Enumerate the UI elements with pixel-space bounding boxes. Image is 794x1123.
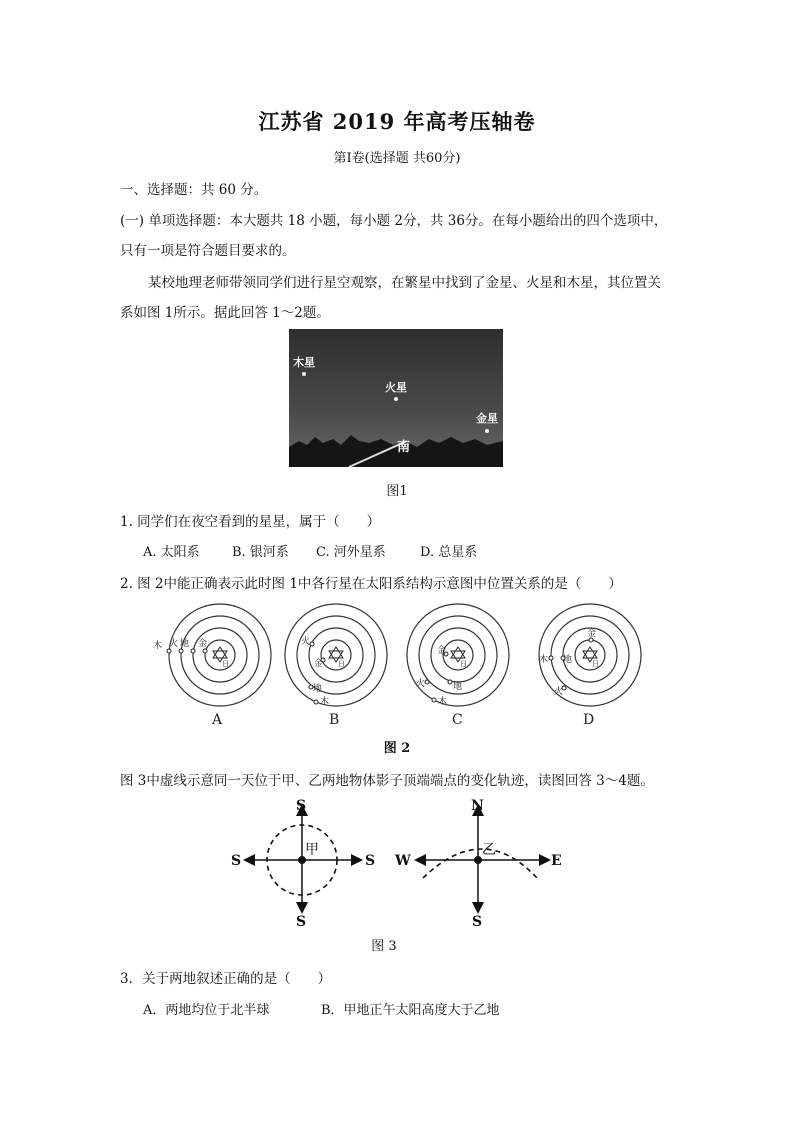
svg-text:木: 木 (320, 697, 330, 707)
mars-dot (394, 397, 398, 401)
figure2-caption: 图 2 (383, 741, 411, 756)
q1-option-d: D. 总星系 (420, 545, 478, 560)
q3-option-b: B．甲地正午太阳高度大于乙地 (321, 1003, 500, 1018)
intro2-line1: 图 3中虚线示意同一天位于甲、乙两地物体影子顶端端点的变化轨迹，读图回答 3～4题。 (120, 773, 654, 789)
q1-stem: 1. 同学们在夜空看到的星星，属于（ ） (120, 514, 381, 530)
svg-text:W: W (395, 853, 411, 869)
venus-dot (485, 429, 489, 433)
q1-option-a: A. 太阳系 (143, 545, 200, 560)
venus-label: 金星 (476, 412, 498, 425)
section-heading: 一、选择题：共 60 分。 (120, 182, 268, 198)
diagram-c-label: C (452, 712, 463, 728)
svg-text:日: 日 (338, 660, 345, 668)
svg-text:S: S (472, 914, 483, 930)
jupiter-dot (302, 372, 306, 376)
svg-text:日: 日 (460, 660, 467, 668)
svg-text:日: 日 (222, 660, 229, 668)
svg-text:火: 火 (301, 637, 311, 647)
svg-text:木: 木 (438, 697, 448, 707)
q1-option-c: C. 河外星系 (316, 545, 386, 560)
svg-text:S: S (296, 798, 307, 814)
svg-text:S: S (365, 853, 376, 869)
intro-line1: 某校地理老师带领同学们进行星空观察，在繁星中找到了金星、火星和木星，其位置关 (148, 275, 661, 291)
svg-text:S: S (231, 853, 242, 869)
svg-text:木: 木 (539, 655, 549, 665)
svg-text:S: S (296, 914, 307, 930)
figure3-right-diagram (394, 798, 562, 930)
q1-option-b: B. 银河系 (232, 545, 289, 560)
q2-stem: 2. 图 2中能正确表示此时图 1中各行星在太阳系结构示意图中位置关系的是（ ） (120, 576, 622, 592)
mars-label: 火星 (385, 381, 407, 394)
svg-text:日: 日 (592, 660, 599, 668)
diagram-a (153, 604, 271, 728)
page-title: 江苏省 2019 年高考压轴卷 (258, 109, 536, 134)
svg-text:地: 地 (180, 639, 190, 649)
svg-text:火: 火 (169, 639, 179, 649)
svg-text:金: 金 (198, 639, 208, 649)
diagram-d-label: D (583, 712, 595, 728)
part1-instructions-line1: (一) 单项选择题：本大题共 18 小题，每小题 2分，共 36分。在每小题给出的四个选项中， (120, 213, 668, 229)
svg-text:乙: 乙 (482, 842, 496, 858)
south-label: 南 (397, 440, 411, 455)
svg-text:地: 地 (313, 684, 323, 694)
svg-text:火: 火 (554, 687, 564, 697)
diagram-d (539, 604, 641, 728)
intro-line2: 系如图 1所示。据此回答 1～2题。 (120, 305, 330, 321)
svg-text:地: 地 (453, 682, 463, 692)
q3-option-a: A．两地均位于北半球 (143, 1003, 270, 1018)
svg-text:甲: 甲 (305, 842, 319, 858)
figure3-left-diagram (231, 798, 375, 930)
figure3-shadow-diagrams (225, 798, 575, 930)
q3-stem: 3．关于两地叙述正确的是（ ） (120, 971, 332, 987)
svg-text:金: 金 (437, 646, 447, 656)
diagram-b-label: B (329, 712, 340, 728)
diagram-b (285, 604, 387, 728)
svg-text:E: E (551, 853, 562, 869)
svg-text:木: 木 (153, 641, 163, 651)
svg-text:地: 地 (563, 655, 573, 665)
figure1-caption: 图1 (386, 484, 408, 499)
diagram-a-label: A (212, 712, 223, 728)
diagram-c (407, 604, 509, 728)
figure2-diagrams (150, 598, 650, 738)
part1-instructions-line2: 只有一项是符合题目要求的。 (120, 243, 296, 259)
jupiter-label: 木星 (293, 356, 315, 369)
svg-text:火: 火 (416, 679, 426, 689)
figure1-sky-photo (289, 329, 503, 467)
page-subtitle: 第Ⅰ卷(选择题 共60分) (333, 151, 461, 166)
figure3-caption: 图 3 (371, 939, 397, 954)
svg-text:金: 金 (587, 629, 597, 639)
svg-text:N: N (471, 798, 484, 814)
svg-text:金: 金 (314, 659, 324, 669)
